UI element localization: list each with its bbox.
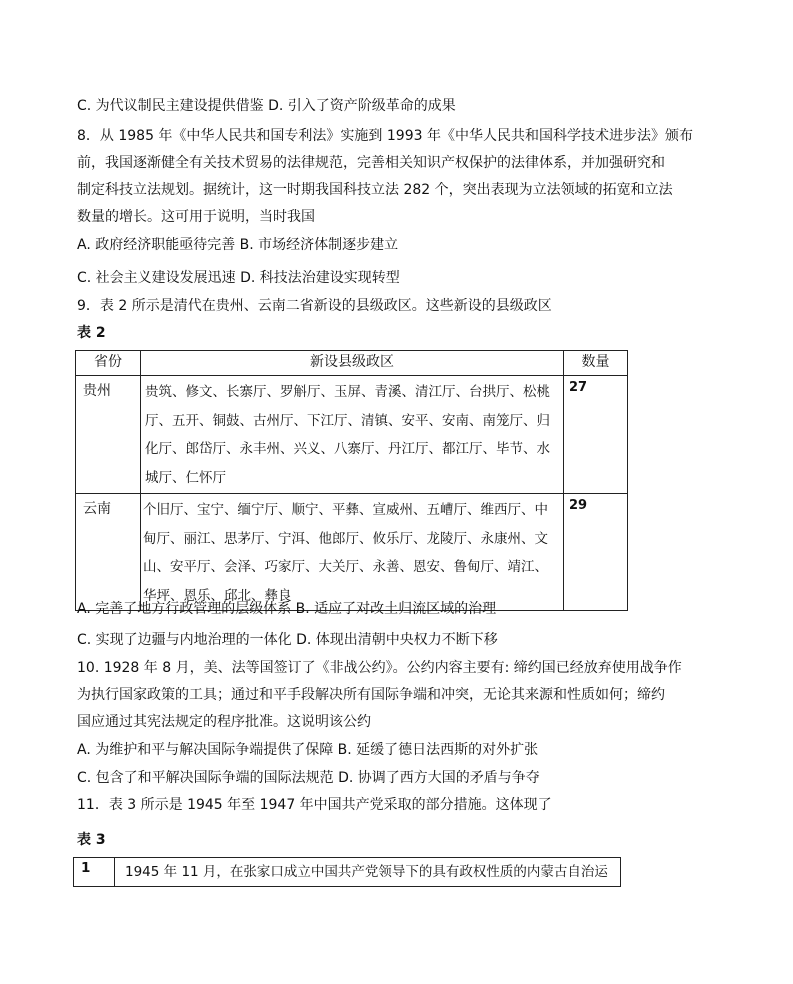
q8-stem-line4: 数量的增长。这可用于说明，当时我国 (77, 209, 315, 225)
header-regions: 新设县级政区 (141, 351, 564, 376)
q10-stem-line3: 国应通过其宪法规定的程序批准。这说明该公约 (77, 714, 371, 730)
q7-option-cd: C. 为代议制民主建设提供借鉴 D. 引入了资产阶级革命的成果 (77, 98, 456, 114)
q9-option-ab: A. 完善了地方行政管理的层级体系 B. 适应了对改土归流区域的治理 (77, 601, 497, 617)
table-header-row (76, 351, 628, 376)
q10-option-cd: C. 包含了和平解决国际争端的国际法规范 D. 协调了西方大国的矛盾与争夺 (77, 770, 540, 786)
table-3 (73, 857, 621, 887)
q8-option-cd: C. 社会主义建设发展迅速 D. 科技法治建设实现转型 (77, 270, 400, 286)
province-cell: 贵州 (76, 376, 141, 494)
q11-stem: 11．表 3 所示是 1945 年至 1947 年中国共产党采取的部分措施。这体现了 (77, 797, 552, 813)
province-cell: 云南 (76, 494, 141, 611)
regions-cell: 个旧厅、宝宁、缅宁厅、顺宁、平彝、宣威州、五嶆厅、维西厅、中甸厅、丽江、思茅厅、宁洱、他郎厅、攸乐厅、龙陵厅、永康州、文山、安平厅、会泽、巧家厅、大关厅、永善、恩安、鲁甸厅、靖江、华坪、恩乐、邱北、彝良 (141, 494, 564, 611)
q8-option-ab: A. 政府经济职能亟待完善 B. 市场经济体制逐步建立 (77, 237, 399, 253)
q8-stem-line2: 前，我国逐渐健全有关技术贸易的法律规范，完善相关知识产权保护的法律体系，并加强研究和 (77, 155, 665, 171)
q8-stem-line3: 制定科技立法规划。据统计，这一时期我国科技立法 282 个，突出表现为立法领域的拓宽和立法 (77, 182, 673, 198)
header-province: 省份 (76, 351, 141, 376)
q10-stem-line1: 10. 1928 年 8 月，美、法等国签订了《非战公约》。公约内容主要有: 缔约国已经放弃使用战争作 (77, 660, 682, 676)
regions-cell: 贵筑、修文、长寨厅、罗斛厅、玉屏、青溪、清江厅、台拱厅、松桃厅、五开、铜鼓、古州厅、下江厅、清镇、安平、安南、南笼厅、归化厅、郎岱厅、永丰州、兴义、八寨厅、丹江厅、都江厅、毕节、水城厅、仁怀厅 (141, 376, 564, 494)
table3-label: 表 3 (77, 832, 106, 848)
q8-stem-line1: 8．从 1985 年《中华人民共和国专利法》实施到 1993 年《中华人民共和国科学技术进步法》颁布 (77, 128, 693, 144)
table2-label: 表 2 (77, 325, 106, 341)
q10-option-ab: A. 为维护和平与解决国际争端提供了保障 B. 延缓了德日法西斯的对外扩张 (77, 742, 539, 758)
table-row (76, 376, 628, 494)
q9-option-cd: C. 实现了边疆与内地治理的一体化 D. 体现出清朝中央权力不断下移 (77, 632, 498, 648)
count-cell: 27 (564, 376, 628, 494)
row-index: 1 (74, 858, 115, 887)
table-row (76, 494, 628, 611)
table-row (74, 858, 621, 887)
q9-stem: 9．表 2 所示是清代在贵州、云南二省新设的县级政区。这些新设的县级政区 (77, 298, 552, 314)
header-count: 数量 (564, 351, 628, 376)
table-2 (75, 350, 628, 611)
count-cell: 29 (564, 494, 628, 611)
q10-stem-line2: 为执行国家政策的工具；通过和平手段解决所有国际争端和冲突，无论其来源和性质如何；缔约 (77, 687, 665, 703)
row-text: 1945 年 11 月，在张家口成立中国共产党领导下的具有政权性质的内蒙古自治运 (115, 858, 621, 887)
